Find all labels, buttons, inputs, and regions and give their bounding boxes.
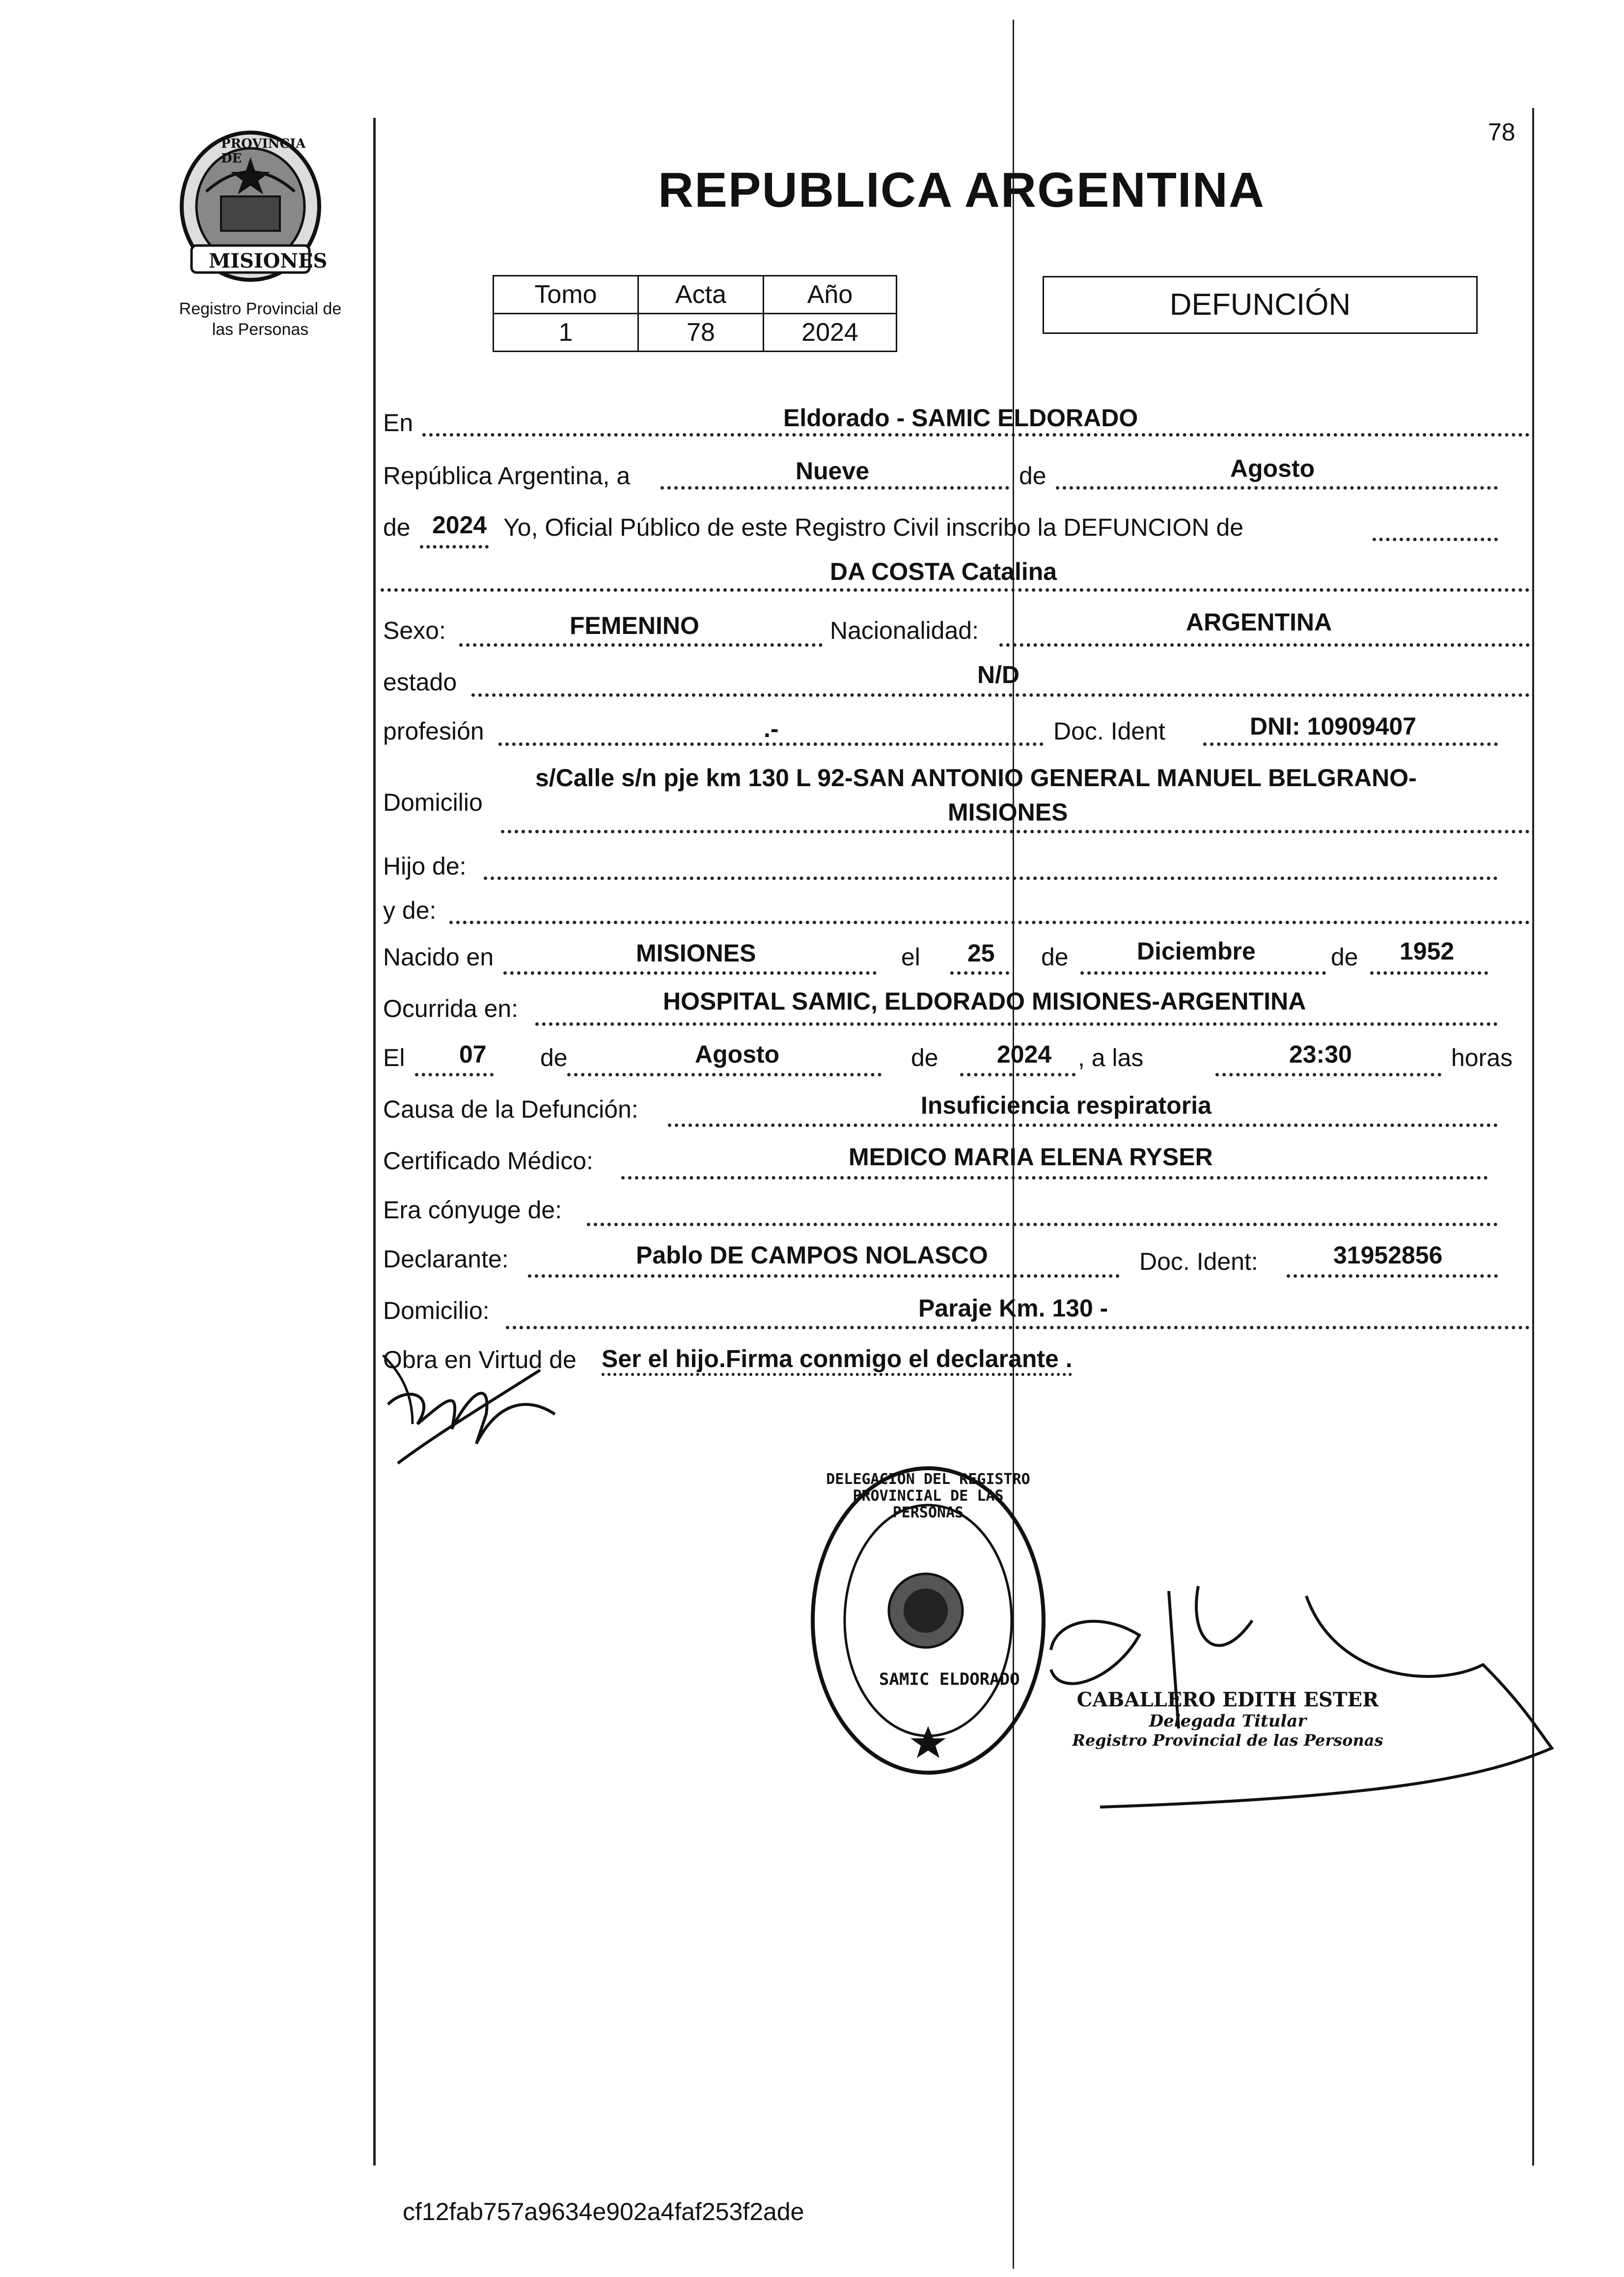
tomo-value: 1 bbox=[494, 314, 638, 352]
dotted-line bbox=[415, 1073, 494, 1076]
dotted-line bbox=[1370, 971, 1488, 975]
dotted-line bbox=[668, 1124, 1498, 1127]
official-stamp-line1: CABALLERO EDITH ESTER bbox=[1076, 1688, 1379, 1711]
domicilio-line2-value: MISIONES bbox=[948, 798, 1068, 826]
birth-de2-label: de bbox=[1331, 943, 1358, 971]
dotted-line bbox=[587, 1223, 1498, 1226]
causa-value: Insuficiencia respiratoria bbox=[921, 1092, 1211, 1119]
dotted-line bbox=[503, 971, 877, 975]
dotted-line bbox=[1056, 486, 1498, 490]
document-type-box: DEFUNCIÓN bbox=[1043, 276, 1478, 334]
place-value: Eldorado - SAMIC ELDORADO bbox=[783, 404, 1138, 432]
dotted-line bbox=[661, 486, 1009, 490]
dotted-line bbox=[1373, 538, 1498, 541]
dotted-line bbox=[1080, 971, 1326, 975]
hijo-label: Hijo de: bbox=[383, 852, 467, 880]
death-year-value: 2024 bbox=[997, 1041, 1052, 1068]
death-month-value: Agosto bbox=[695, 1041, 780, 1068]
declarant-signature bbox=[378, 1326, 584, 1493]
doc2-label: Doc. Ident: bbox=[1139, 1248, 1258, 1275]
domicilio-line1-value: s/Calle s/n pje km 130 L 92-SAN ANTONIO GENERAL MANUEL BELGRANO- bbox=[535, 764, 1417, 792]
death-time-value: 23:30 bbox=[1289, 1041, 1352, 1068]
day-word-value: Nueve bbox=[796, 457, 870, 485]
dotted-line bbox=[422, 433, 1530, 437]
official-stamp-line2: Delegada Titular bbox=[1149, 1711, 1307, 1731]
birth-month-value: Diciembre bbox=[1137, 937, 1256, 965]
logo-top-text: PROVINCIA DE bbox=[221, 137, 306, 166]
profesion-label: profesión bbox=[383, 717, 484, 745]
dotted-line bbox=[1215, 1073, 1441, 1076]
dotted-line bbox=[501, 830, 1530, 833]
horas-label: horas bbox=[1451, 1044, 1513, 1071]
tomo-header: Tomo bbox=[494, 276, 638, 314]
nacionalidad-label: Nacionalidad: bbox=[830, 617, 979, 644]
ocurrida-label: Ocurrida en: bbox=[383, 995, 519, 1022]
domicilio-label: Domicilio bbox=[383, 789, 483, 816]
dotted-line bbox=[1203, 742, 1498, 746]
registry-caption-line2: las Personas bbox=[212, 320, 309, 339]
alas-label: , a las bbox=[1078, 1044, 1144, 1071]
month-value: Agosto bbox=[1230, 455, 1315, 482]
estado-label: estado bbox=[383, 668, 457, 696]
deceased-name-value: DA COSTA Catalina bbox=[830, 558, 1057, 585]
dotted-line bbox=[999, 643, 1530, 647]
doc-label: Doc. Ident bbox=[1053, 717, 1165, 745]
death-de2-label: de bbox=[911, 1044, 938, 1071]
page-number: 78 bbox=[1488, 118, 1515, 146]
birth-day-value: 25 bbox=[967, 939, 995, 967]
document-hash: cf12fab757a9634e902a4faf253f2ade bbox=[403, 2198, 804, 2225]
dotted-line bbox=[528, 1274, 1120, 1278]
nacido-label: Nacido en bbox=[383, 943, 494, 971]
dotted-line bbox=[506, 1326, 1530, 1329]
ocurrida-value: HOSPITAL SAMIC, ELDORADO MISIONES-ARGENTINA bbox=[663, 988, 1306, 1015]
record-table-header-row bbox=[494, 276, 897, 314]
declarante-value: Pablo DE CAMPOS NOLASCO bbox=[636, 1241, 988, 1269]
anio-header: Año bbox=[764, 276, 897, 314]
dotted-line bbox=[621, 1176, 1488, 1180]
nacido-value: MISIONES bbox=[636, 939, 756, 967]
registry-oval-stamp bbox=[805, 1463, 1051, 1778]
stamp-outer-text: DELEGACION DEL REGISTRO PROVINCIAL DE LAS PERSONAS bbox=[826, 1471, 1030, 1521]
stamp-inner-text: SAMIC ELDORADO bbox=[879, 1670, 1020, 1689]
birth-year-value: 1952 bbox=[1400, 937, 1455, 965]
official-stamp-line3: Registro Provincial de las Personas bbox=[1072, 1731, 1383, 1750]
declarante-doc-value: 31952856 bbox=[1333, 1241, 1443, 1269]
registry-caption-line1: Registro Provincial de bbox=[179, 300, 342, 318]
dotted-line bbox=[950, 971, 1009, 975]
domicilio2-value: Paraje Km. 130 - bbox=[918, 1294, 1108, 1322]
logo-bottom-text: MISIONES bbox=[209, 249, 328, 273]
nacionalidad-value: ARGENTINA bbox=[1186, 608, 1332, 636]
obra-value: Ser el hijo.Firma conmigo el declarante . bbox=[602, 1345, 1073, 1372]
birth-de1-label: de bbox=[1041, 943, 1069, 971]
declarante-label: Declarante: bbox=[383, 1245, 509, 1273]
dotted-line bbox=[960, 1073, 1075, 1076]
dotted-line bbox=[449, 921, 1530, 924]
anio-value: 2024 bbox=[764, 314, 897, 352]
dotted-line bbox=[498, 742, 1044, 746]
statement-text: Yo, Oficial Público de este Registro Civil inscribo la DEFUNCION de bbox=[503, 514, 1244, 541]
death-de1-label: de bbox=[540, 1044, 568, 1071]
causa-label: Causa de la Defunción: bbox=[383, 1096, 638, 1123]
registry-caption bbox=[162, 299, 358, 340]
misiones-province-logo bbox=[172, 123, 329, 285]
dotted-line bbox=[459, 643, 823, 647]
official-signature bbox=[1041, 1581, 1562, 1837]
el-label: el bbox=[901, 943, 920, 971]
yde-label: y de: bbox=[383, 897, 437, 924]
republic-label: República Argentina, a bbox=[383, 462, 631, 490]
right-margin-rule bbox=[1532, 108, 1534, 2166]
certificado-value: MEDICO MARIA ELENA RYSER bbox=[849, 1143, 1213, 1171]
year-value: 2024 bbox=[432, 511, 487, 539]
dotted-line bbox=[1287, 1274, 1498, 1278]
page-title: REPUBLICA ARGENTINA bbox=[658, 163, 1266, 218]
death-day-value: 07 bbox=[459, 1041, 487, 1068]
doc-value: DNI: 10909407 bbox=[1250, 713, 1417, 740]
sexo-label: Sexo: bbox=[383, 617, 446, 644]
acta-header: Acta bbox=[638, 276, 764, 314]
obra-label: Obra en Virtud de bbox=[383, 1346, 577, 1373]
domicilio2-label: Domicilio: bbox=[383, 1297, 490, 1324]
en-label: En bbox=[383, 409, 413, 437]
official-stamp-text bbox=[1056, 1688, 1400, 1750]
el2-label: El bbox=[383, 1044, 405, 1071]
dotted-line bbox=[535, 1022, 1498, 1026]
certificado-label: Certificado Médico: bbox=[383, 1147, 593, 1175]
dotted-line bbox=[567, 1073, 881, 1076]
dotted-line bbox=[471, 693, 1530, 697]
acta-value: 78 bbox=[638, 314, 764, 352]
de-year-label: de bbox=[383, 514, 411, 541]
sexo-value: FEMENINO bbox=[570, 612, 699, 639]
dotted-line bbox=[420, 545, 489, 549]
de-label: de bbox=[1019, 462, 1046, 490]
estado-value: N/D bbox=[977, 661, 1020, 688]
record-table bbox=[493, 275, 897, 352]
dotted-line bbox=[484, 877, 1498, 880]
dotted-line bbox=[381, 588, 1530, 592]
record-table-value-row bbox=[494, 314, 897, 352]
conyuge-label: Era cónyuge de: bbox=[383, 1196, 562, 1224]
profesion-value: .- bbox=[764, 715, 779, 742]
left-margin-rule bbox=[373, 118, 376, 2166]
